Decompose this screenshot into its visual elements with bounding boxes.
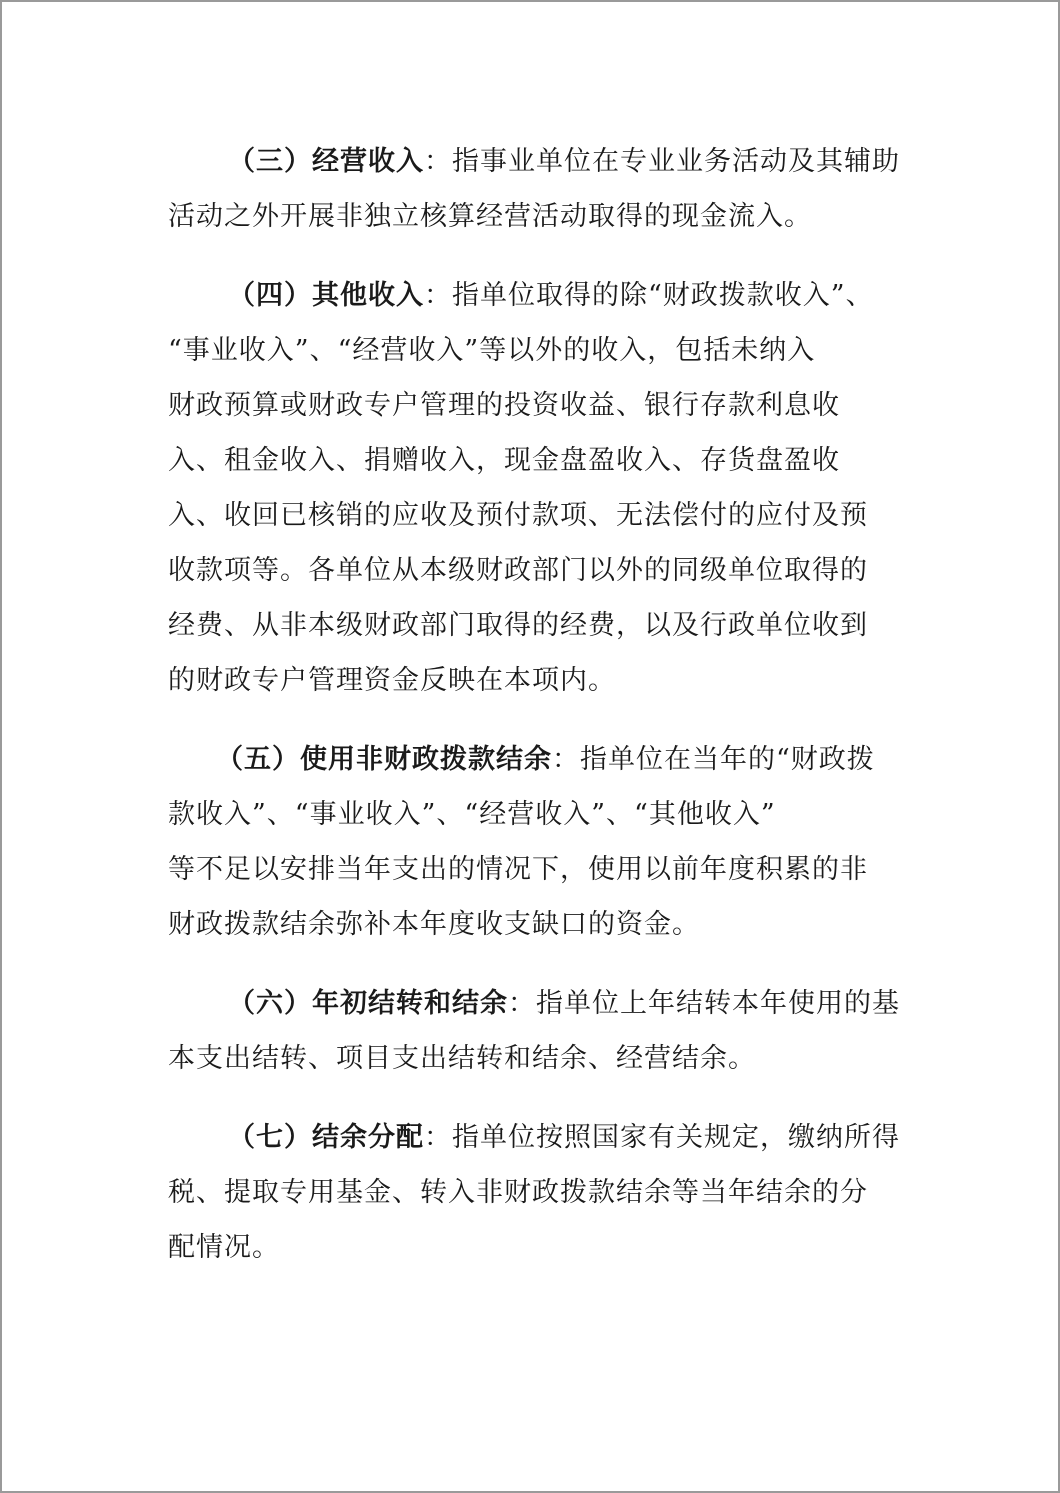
paragraph-first-line [168, 134, 908, 189]
paragraph-line: 财政拨款结余弥补本年度收支缺口的资金。 [168, 909, 700, 940]
paragraph-line: 入、收回已核销的应收及预付款项、无法偿付的应付及预 [168, 500, 868, 531]
paragraph-first-line [168, 976, 908, 1031]
paragraph-text: ：指单位按照国家有关规定，缴纳所得 [424, 1122, 900, 1153]
paragraph-line: 税、提取专用基金、转入非财政拨款结余等当年结余的分 [168, 1177, 868, 1208]
paragraph-line: 活动之外开展非独立核算经营活动取得的现金流入。 [168, 201, 812, 232]
paragraph-line: 配情况。 [168, 1232, 280, 1263]
paragraph-non-fiscal-balance [168, 732, 908, 952]
paragraph-text: ：指事业单位在专业业务活动及其辅助 [424, 146, 900, 177]
paragraph-term: （三）经营收入 [228, 146, 424, 177]
paragraph-line: 的财政专户管理资金反映在本项内。 [168, 665, 616, 696]
paragraph-text: ：指单位在当年的“财政拨 [552, 744, 875, 775]
paragraph-line: 款收入”、“事业收入”、“经营收入”、“其他收入” [168, 799, 776, 830]
paragraph-line: 经费、从非本级财政部门取得的经费，以及行政单位收到 [168, 610, 868, 641]
paragraph-operating-income [168, 134, 908, 244]
paragraph-first-line [168, 1110, 908, 1165]
paragraph-first-line [168, 268, 908, 323]
paragraph-other-income [168, 268, 908, 708]
paragraph-line: 财政预算或财政专户管理的投资收益、银行存款利息收 [168, 390, 840, 421]
paragraph-balance-distribution [168, 1110, 908, 1275]
paragraph-term: （六）年初结转和结余 [228, 988, 508, 1019]
paragraph-line: 等不足以安排当年支出的情况下，使用以前年度积累的非 [168, 854, 868, 885]
paragraph-text: ：指单位取得的除“财政拨款收入”、 [424, 280, 874, 311]
paragraph-term: （四）其他收入 [228, 280, 424, 311]
paragraph-line: “事业收入”、“经营收入”等以外的收入，包括未纳入 [168, 335, 816, 366]
paragraph-line: 入、租金收入、捐赠收入，现金盘盈收入、存货盘盈收 [168, 445, 840, 476]
paragraph-term: （七）结余分配 [228, 1122, 424, 1153]
paragraph-line: 收款项等。各单位从本级财政部门以外的同级单位取得的 [168, 555, 868, 586]
paragraph-opening-carryover [168, 976, 908, 1086]
paragraph-line: 本支出结转、项目支出结转和结余、经营结余。 [168, 1043, 756, 1074]
paragraph-term: （五）使用非财政拨款结余 [216, 744, 552, 775]
paragraph-first-line [168, 732, 908, 787]
paragraph-text: ：指单位上年结转本年使用的基 [508, 988, 900, 1019]
